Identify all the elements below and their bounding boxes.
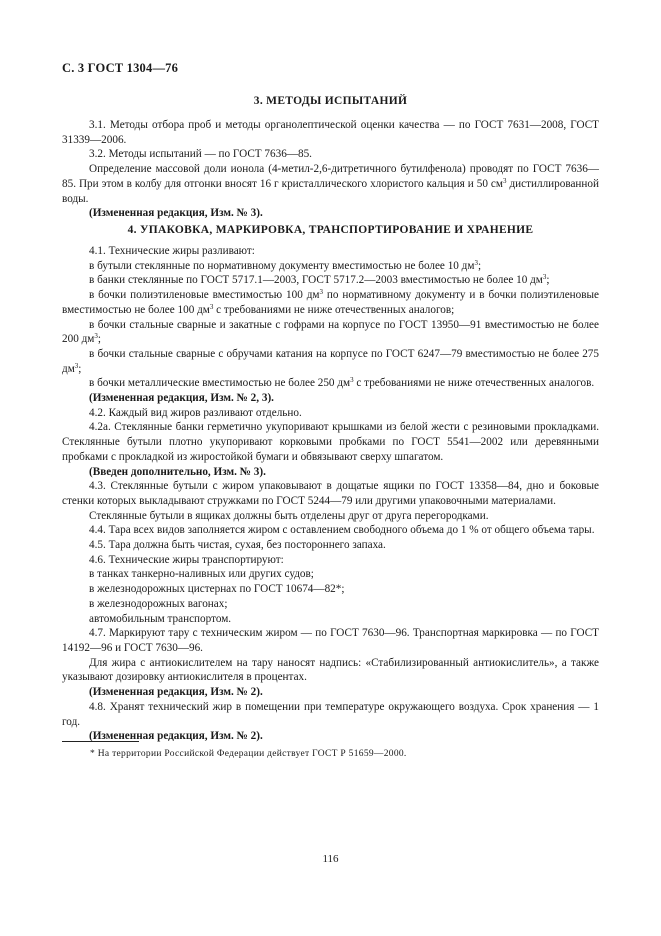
list-item: в бочки стальные сварные с обручами катания на корпусе по ГОСТ 6247—79 вместимостью не более 275 $дм^3$;	[62, 347, 599, 375]
list-item: в бочки металлические вместимостью не более 250 $дм^3$ с требованиями не ниже отечественных аналогов.	[89, 376, 595, 390]
list-item: в бочки стальные сварные и закатные с гофрами на корпусе по ГОСТ 13950—91 вместимостью не более 200 $дм^3$;	[62, 318, 599, 346]
clause-4-3: 4.3. Стеклянные бутыли с жиром упаковывают в дощатые ящики по ГОСТ 13358—84, дно и боковые стенки которых выкладывают стружками по ГОСТ 5244—79 или другими упаковочными материалами.	[62, 480, 599, 507]
list-item: в железнодорожных цистернах по ГОСТ 10674—82*;	[89, 583, 345, 596]
list-item: в бочки полиэтиленовые вместимостью 100 $дм^3$ по нормативному документу и в бочки полиэтиленовые вместимостью не более 100 $дм^3$ с требованиями не ниже отечественных аналогов;	[62, 288, 600, 316]
clause-4-1: 4.1. Технические жиры разливают:	[89, 245, 255, 257]
list-item: в банки стеклянные по ГОСТ 5717.1—2003, ГОСТ 5717.2—2003 вместимостью не более 10 $дм^3$;	[89, 273, 550, 287]
clause-4-5: 4.5. Тара должна быть чистая, сухая, без постороннего запаха.	[89, 539, 386, 552]
clause-4-2a: 4.2а. Стеклянные банки герметично укупоривают крышками из белой жести с резиновыми прокладками. Стеклянные бутыли плотно укупоривают корковыми пробками по ГОСТ 5541—2002 или деревянными пробками с прокладкой из жиростойкой бумаги и обвязывают сверху шпагатом.	[62, 421, 599, 463]
clause-4-3-partitions: Стеклянные бутыли в ящиках должны быть отделены друг от друга перегородками.	[89, 509, 489, 522]
clause-4-6: 4.6. Технические жиры транспортируют:	[89, 553, 284, 566]
section-3-title: 3. МЕТОДЫ ИСПЫТАНИЙ	[253, 95, 408, 107]
clause-4-7-antioxidant: Для жира с антиокислителем на тару наносят надпись: «Стабилизированный антиокислитель», а также указывают дозировку антиокислителя в процентах.	[62, 656, 599, 684]
footnote: * На территории Российской Федерации действует ГОСТ Р 51659—2000.	[90, 749, 407, 759]
section-3-body	[62, 118, 599, 221]
section-4-body	[62, 244, 599, 744]
page-header: С. 3 ГОСТ 1304—76	[62, 61, 179, 75]
amendment-note: (Измененная редакция, Изм. № 2).	[89, 686, 263, 699]
clause-3-2: 3.2. Методы испытаний — по ГОСТ 7636—85.	[89, 148, 312, 161]
clause-3-2-ionol: Определение массовой доли ионола (4-метил-2,6-дитретичного бутилфенола) проводят по ГОСТ 7636—85. При этом в колбу для отгонки вносят 16 г кристаллического хлористого кальция и 50 $см^3$ дистиллированной воды.	[62, 163, 599, 205]
list-item: в железнодорожных вагонах;	[89, 597, 228, 610]
clause-4-8: 4.8. Хранят технический жир в помещении при температуре окружающего воздуха. Срок хранения — 1 год.	[62, 700, 599, 728]
amendment-note: (Измененная редакция, Изм. № 2).	[89, 730, 263, 743]
footnote-separator	[62, 741, 139, 742]
page-number: 116	[322, 853, 339, 865]
list-item: в бутыли стеклянные по нормативному документу вместимостью не более 10 $дм^3$;	[89, 258, 482, 272]
addition-note: (Введен дополнительно, Изм. № 3).	[89, 465, 266, 478]
amendment-note: (Измененная редакция, Изм. № 2, 3).	[89, 392, 274, 405]
clause-4-7: 4.7. Маркируют тару с техническим жиром — по ГОСТ 7630—96. Транспортная маркировка — по ГОСТ 14192—96 и ГОСТ 7630—96.	[62, 627, 599, 654]
clause-4-4: 4.4. Тара всех видов заполняется жиром с оставлением свободного объема до 1 % от общего объема тары.	[89, 524, 595, 537]
list-item: в танках танкерно-наливных или других судов;	[89, 568, 314, 581]
amendment-note: (Измененная редакция, Изм. № 3).	[89, 207, 263, 220]
clause-4-2: 4.2. Каждый вид жиров разливают отдельно.	[89, 406, 302, 419]
list-item: автомобильным транспортом.	[89, 612, 232, 625]
clause-3-1: 3.1. Методы отбора проб и методы органолептической оценки качества — по ГОСТ 7631—2008, ГОСТ 31339—2006.	[62, 119, 599, 146]
section-4-title: 4. УПАКОВКА, МАРКИРОВКА, ТРАНСПОРТИРОВАНИЕ И ХРАНЕНИЕ	[127, 224, 534, 236]
